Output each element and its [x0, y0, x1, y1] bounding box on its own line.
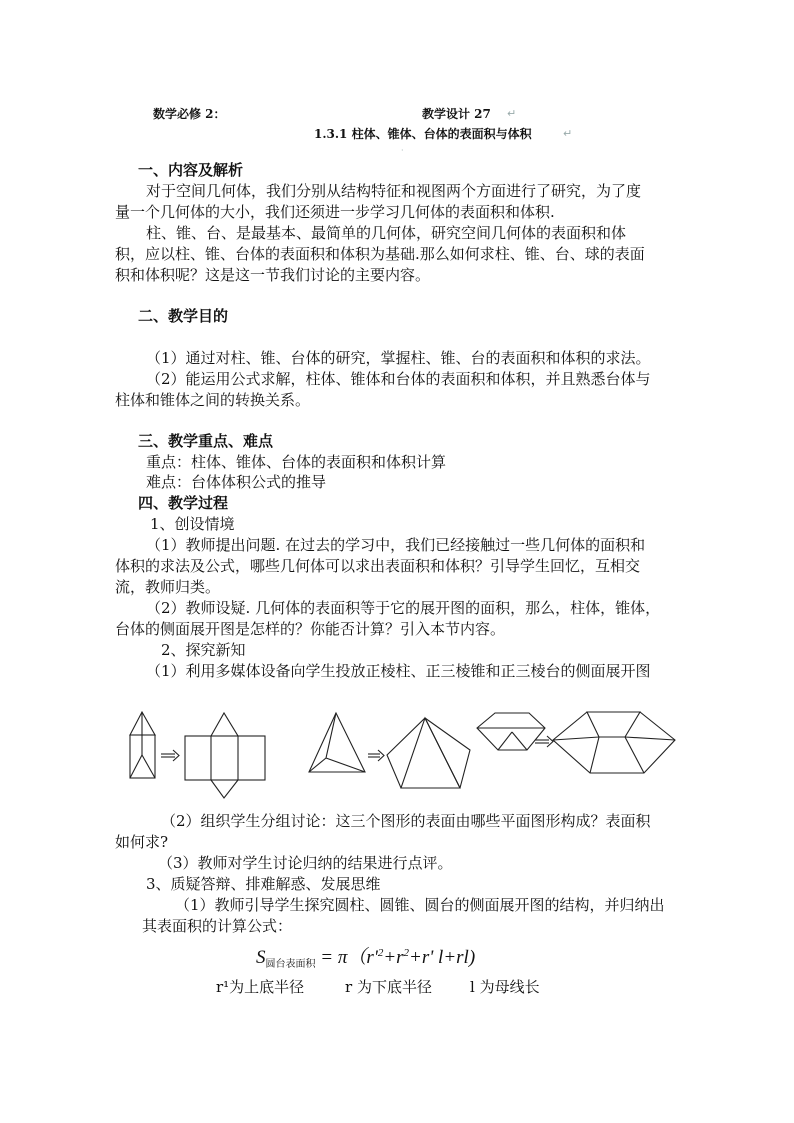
solid-nets-figure: [125, 700, 685, 810]
dot-mark-icon: ·: [401, 146, 404, 155]
s4-line-6: 台体的侧面展开图是怎样的？你能否计算？引入本节内容。: [115, 620, 506, 638]
paragraph-mark-icon: ↵: [563, 127, 573, 140]
legend-slant-height: l 为母线长: [470, 978, 540, 996]
formula-subscript: 圆台表面积: [265, 959, 316, 970]
s1-line-5: 积和体积呢？这是这一节我们讨论的主要内容。: [115, 266, 431, 284]
s1-line-4: 积，应以柱、锥、台体的表面积和体积为基础.那么如何求柱、锥、台、球的表面: [115, 245, 645, 263]
arrow-right-icon: [161, 750, 179, 761]
s4-line-11: （3）教师对学生讨论归纳的结果进行点评。: [158, 854, 453, 872]
s2-line-2: （2）能运用公式求解，柱体、锥体和台体的表面积和体积，并且熟悉台体与: [146, 370, 651, 388]
paragraph-mark-icon: ↵: [507, 107, 517, 120]
frustum-icon: [477, 713, 545, 750]
arrow-right-icon: [368, 750, 384, 761]
formula-term-1-exp: 2: [377, 947, 384, 959]
section-2-heading: 二、教学目的: [138, 307, 229, 325]
formula-lhs: S: [256, 947, 266, 968]
s3-line-1: 重点：柱体、锥体、台体的表面积和体积计算: [146, 453, 447, 471]
s2-line-3: 柱体和锥体之间的转换关系。: [115, 391, 311, 409]
pyramid-net-icon: [387, 718, 470, 788]
formula-rhs-prefix: = π（: [320, 947, 367, 968]
course-label: 数学必修 2：: [153, 107, 226, 121]
section-3-heading: 三、教学重点、难点: [138, 432, 274, 450]
formula-term-3: +r' l: [409, 947, 444, 968]
formula-term-2-exp: 2: [403, 947, 410, 959]
s4-line-13: （1）教师引导学生探究圆柱、圆锥、圆台的侧面展开图的结构，并归纳出: [175, 896, 665, 914]
legend-upper-radius: r¹为上底半径: [216, 978, 305, 996]
s4-line-1: 1、创设情境: [150, 515, 235, 533]
frustum-surface-formula: [256, 942, 475, 970]
formula-term-4: +rl): [443, 947, 476, 968]
prism-net-icon: [185, 713, 265, 798]
formula-term-1: r': [366, 947, 378, 968]
s4-line-10: 如何求?: [115, 833, 169, 851]
section-4-heading: 四、教学过程: [138, 494, 229, 512]
formula-term-2: +r: [383, 947, 404, 968]
s4-line-12: 3、质疑答辩、排难解惑、发展思维: [146, 875, 381, 893]
frustum-net-icon: [553, 712, 675, 773]
legend-lower-radius: r 为下底半径: [345, 978, 432, 996]
s4-line-3: 体积的求法及公式，哪些几何体可以求出表面积和体积？引导学生回忆，互相交: [115, 557, 641, 575]
s3-line-2: 难点：台体体积公式的推导: [146, 473, 327, 491]
s4-line-9: （2）组织学生分组讨论：这三个图形的表面由哪些平面图形构成？表面积: [161, 812, 651, 830]
prism-icon: [130, 712, 155, 778]
design-number: 教学设计 27: [422, 107, 491, 121]
s2-line-1: （1）通过对柱、锥、台体的研究，掌握柱、锥、台的表面积和体积的求法。: [146, 349, 651, 367]
s1-line-1: 对于空间几何体，我们分别从结构特征和视图两个方面进行了研究，为了度: [146, 182, 642, 200]
s4-line-7: 2、探究新知: [161, 641, 246, 659]
s4-line-2: （1）教师提出问题. 在过去的学习中，我们已经接触过一些几何体的面积和: [146, 536, 646, 554]
pyramid-icon: [309, 713, 365, 772]
s4-line-14: 其表面积的计算公式：: [142, 917, 293, 935]
s1-line-3: 柱、锥、台、是最基本、最简单的几何体，研究空间几何体的表面积和体: [146, 224, 627, 242]
s4-line-4: 流，教师归类。: [115, 578, 221, 596]
lesson-title: 1.3.1 柱体、锥体、台体的表面积与体积: [314, 127, 532, 141]
s1-line-2: 量一个几何体的大小，我们还须进一步学习几何体的表面积和体积.: [115, 203, 555, 221]
s4-line-8: （1）利用多媒体设备向学生投放正棱柱、正三棱锥和正三棱台的侧面展开图: [146, 662, 651, 680]
section-1-heading: 一、内容及解析: [138, 161, 244, 179]
s4-line-5: （2）教师设疑. 几何体的表面积等于它的展开图的面积，那么，柱体，锥体，: [146, 599, 661, 617]
